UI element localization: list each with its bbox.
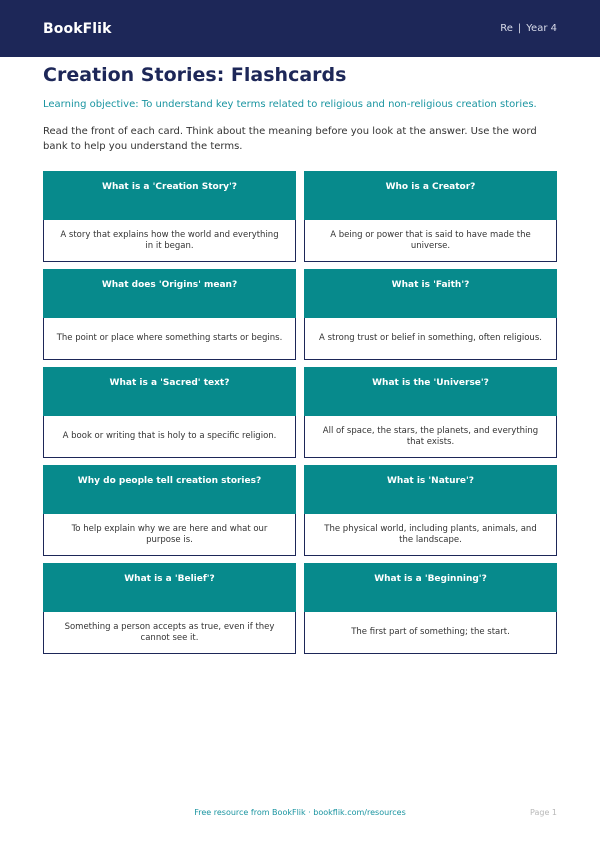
- subject-label: [500, 23, 557, 34]
- flashcard-front: What does 'Origins' mean?: [43, 269, 296, 318]
- flashcard-back: A strong trust or belief in something, often religious.: [304, 318, 557, 360]
- flashcard: [304, 171, 557, 262]
- footer-link[interactable]: Free resource from BookFlik · bookflik.com/resources: [194, 808, 406, 817]
- year-label: Year 4: [526, 23, 557, 34]
- flashcard: [43, 465, 296, 556]
- page-number: Page 1: [530, 808, 557, 817]
- flashcard: [304, 367, 557, 458]
- instructions: Read the front of each card. Think about the meaning before you look at the answer. Use the word bank to help you understand the terms.: [43, 126, 537, 152]
- page-header: [0, 0, 600, 57]
- flashcard: [43, 367, 296, 458]
- flashcard-back: The point or place where something starts or begins.: [43, 318, 296, 360]
- flashcard-front: What is 'Faith'?: [304, 269, 557, 318]
- flashcard-front: What is a 'Belief'?: [43, 563, 296, 612]
- flashcard: [43, 269, 296, 360]
- flashcard: [304, 269, 557, 360]
- brand-logo: BookFlik: [43, 20, 112, 37]
- flashcard-front: Who is a Creator?: [304, 171, 557, 220]
- flashcard: [304, 563, 557, 654]
- flashcard-back: To help explain why we are here and what our purpose is.: [43, 514, 296, 556]
- subject-separator: |: [517, 23, 522, 34]
- flashcard-front: What is the 'Universe'?: [304, 367, 557, 416]
- flashcard-back: All of space, the stars, the planets, and everything that exists.: [304, 416, 557, 458]
- flashcard-back: The physical world, including plants, animals, and the landscape.: [304, 514, 557, 556]
- flashcard: [43, 563, 296, 654]
- flashcard-grid: [43, 171, 557, 654]
- subject-name: Re: [500, 23, 513, 34]
- flashcard-back: A story that explains how the world and everything in it began.: [43, 220, 296, 262]
- flashcard-back: A being or power that is said to have made the universe.: [304, 220, 557, 262]
- page-title: Creation Stories: Flashcards: [43, 64, 347, 86]
- flashcard-front: What is 'Nature'?: [304, 465, 557, 514]
- flashcard-front: What is a 'Beginning'?: [304, 563, 557, 612]
- learning-objective: Learning objective: To understand key terms related to religious and non-religious creation stories.: [43, 99, 537, 110]
- flashcard: [43, 171, 296, 262]
- flashcard-front: What is a 'Sacred' text?: [43, 367, 296, 416]
- flashcard-back: The first part of something; the start.: [304, 612, 557, 654]
- flashcard-back: Something a person accepts as true, even if they cannot see it.: [43, 612, 296, 654]
- flashcard-front: Why do people tell creation stories?: [43, 465, 296, 514]
- flashcard: [304, 465, 557, 556]
- flashcard-back: A book or writing that is holy to a specific religion.: [43, 416, 296, 458]
- flashcard-front: What is a 'Creation Story'?: [43, 171, 296, 220]
